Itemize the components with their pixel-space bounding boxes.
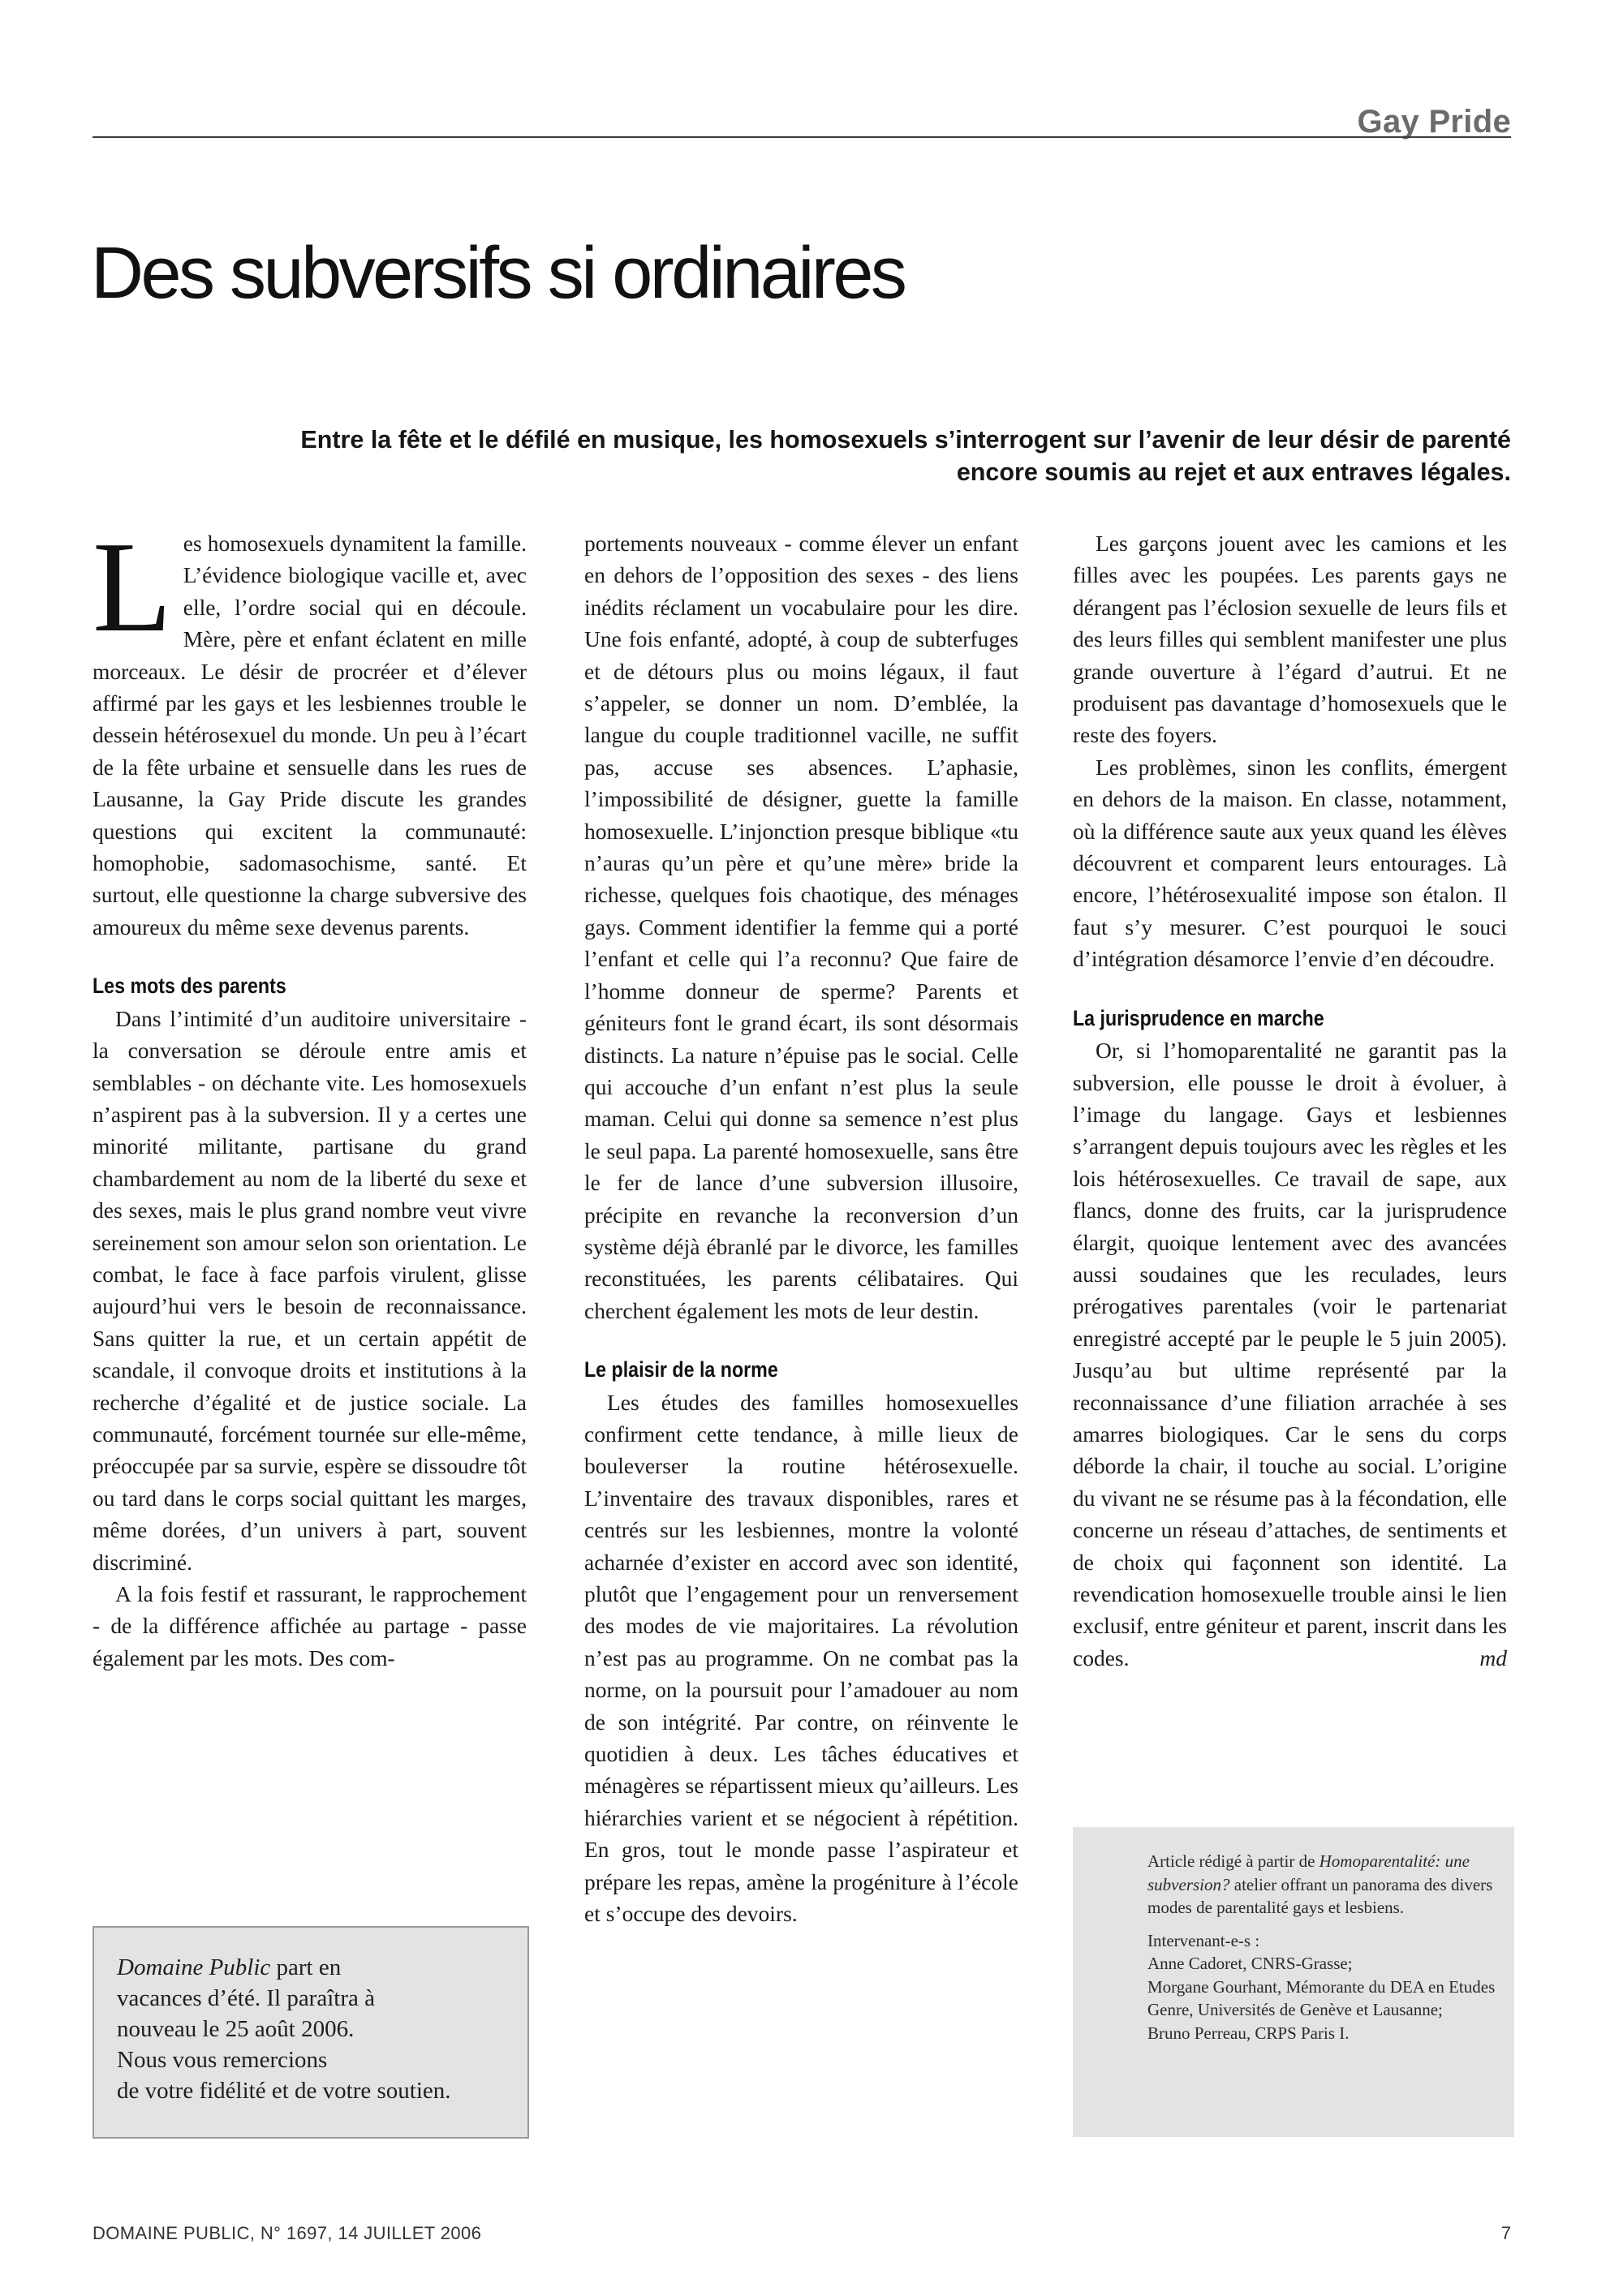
publication-name: Domaine Public <box>117 1954 271 1980</box>
paragraph: Les études des familles homosexuelles confirment cette tendance, à mille lieux de bouleverser la routine hétérosexuelle. L’inventaire des travaux disponibles, rares et centrés sur les lesbiennes, montre la volonté acharnée d’exister en accord avec son identité, plutôt que l’engagement pour un renversement des modes de vie majoritaires. La révolution n’est pas au programme. On ne combat pas la norme, on la poursuit pour l’amadouer au nom de son intégrité. Par contre, on réinvente le quotidien à deux. Les tâches éducatives et ménagères se répartissent mieux qu’ailleurs. Les hiérarchies varient et se négocient à répétition. En gros, tout le monde passe l’aspirateur et prépare les repas, amène la progéniture à l’école et s’occupe des devoirs. <box>584 1389 1018 1927</box>
page-number: 7 <box>1500 2223 1511 2243</box>
vacation-text: part en <box>270 1954 342 1980</box>
paragraph-text: es homosexuels dynamitent la famille. L’évidence biologique vacille et, avec elle, l’ordre social qui en découle. Mère, père et enfant éclatent en mille morceaux. Le désir de procréer et d’élever affirmé par les gays et les lesbiennes trouble le dessein hétérosexuel du monde. Un peu à l’écart de la fête urbaine et sensuelle dans les rues de Lausanne, la Gay Pride discute les grandes questions qui excitent la communauté: homophobie, sadomasochisme, santé. Et surtout, elle questionne la charge subversive des amoureux du même sexe devenus parents. <box>93 531 527 939</box>
speaker: Morgane Gourhant, Mémorante du DEA en Etudes Genre, Universités de Genève et Lausanne; <box>1147 1976 1496 2019</box>
speaker: Anne Cadoret, CNRS-Grasse; <box>1147 1954 1353 1973</box>
article-column-2 <box>584 527 1018 1929</box>
paragraph <box>1073 1034 1507 1674</box>
vacation-line: nouveau le 25 août 2006. <box>117 2016 355 2042</box>
footer-issue: DOMAINE PUBLIC, N° 1697, 14 JUILLET 2006 <box>93 2223 482 2243</box>
drop-cap: L <box>93 514 172 659</box>
paragraph: A la fois festif et rassurant, le rapprochement - de la différence affichée au partage - passe également par les mots. Des com- <box>93 1581 527 1670</box>
speakers-label: Intervenant-e-s : <box>1147 1930 1260 1950</box>
author-initials: md <box>1479 1645 1507 1670</box>
subhead-mots-des-parents: Les mots des parents <box>93 974 286 999</box>
vacation-line: de votre fidélité et de votre soutien. <box>117 2078 451 2104</box>
article-deck: Entre la fête et le défilé en musique, les homosexuels s’interrogent sur l’avenir de leur désir de parenté encore soumis au rejet et aux entraves légales. <box>300 426 1511 486</box>
header-rule <box>93 136 1511 138</box>
vacation-line: vacances d’été. Il paraîtra à <box>117 1985 375 2011</box>
paragraph: Dans l’intimité d’un auditoire universitaire - la conversation se déroule entre amis et semblables - on déchante vite. Les homosexuels n’aspirent pas à la subversion. Il y a certes une minorité militante, partisane du grand chambardement au nom de la liberté du sexe et des sexes, mais le plus grand nombre veut vivre sereinement son amour selon son orientation. Le combat, le face à face parfois virulent, glisse aujourd’hui vers le besoin de reconnaissance. Sans quitter la rue, et un certain appétit de scandale, il convoque droits et institutions à la recherche d’égalité et de justice sociale. La communauté, forcément tournée sur elle-même, préoccupée par sa survie, espère se dissoudre tôt ou tard dans le corps social quittant les marges, même dorées, d’un univers à part, souvent discriminé. <box>93 1005 527 1575</box>
paragraph-text: Or, si l’homoparentalité ne garantit pas la subversion, elle pousse le droit à évoluer, à l’image du langage. Gays et lesbiennes s’arrangent depuis toujours avec les règles et les lois hétérosexuelles. Ce travail de sape, aux flancs, donne des fruits, car la jurisprudence élargit, quoique lentement avec des avancées aussi soudaines que les reculades, leurs prérogatives parentales (voir le partenariat enregistré accepté par le peuple le 5 juin 2005). Jusqu’au but ultime représenté par la reconnaissance d’une filiation arrachée à ses amarres biologiques. Car le sens du corps déborde la chair, il touche au social. L’origine du vivant ne se résume pas à la fécondation, elle concerne un réseau d’attaches, de sentiments et de choix qui façonnent son identité. La revendication homosexuelle trouble ainsi le lien exclusif, entre géniteur et parent, inscrit dans les codes. <box>1073 1038 1507 1670</box>
credits-text: Article rédigé à partir de <box>1147 1851 1319 1871</box>
subhead-plaisir-de-la-norme: Le plaisir de la norme <box>584 1357 778 1382</box>
paragraph <box>93 514 527 943</box>
vacation-line: Nous vous remercions <box>117 2047 328 2073</box>
paragraph: portements nouveaux - comme élever un enfant en dehors de l’opposition des sexes - des liens inédits réclament un vocabulaire pour les dire. Une fois enfanté, adopté, à coup de subterfuges et de détours plus ou moins légaux, il faut s’appeler, se donner un nom. D’emblée, la langue du couple traditionnel vacille, ne suffit pas, accuse ses absences. L’aphasie, l’impossibilité de désigner, guette la famille homosexuelle. L’injonction presque biblique «tu n’auras qu’un père et qu’une mère» bride la richesse, quelques fois chaotique, des ménages gays. Comment identifier la femme qui a porté l’enfant et celle qui l’a reconnu? Que faire de l’homme donneur de sperme? Parents et géniteurs font le grand écart, ils sont désormais distincts. La nature n’épuise pas le social. Celle qui accouche d’un enfant n’est plus la seule maman. Celui qui donne sa semence n’est plus le seul papa. La parenté homosexuelle, sans être le fer de lance d’une subversion illusoire, précipite en revanche la reconversion d’un système déjà ébranlé par le divorce, les familles reconstituées, les parents célibataires. Qui cherchent également les mots de leur destin. <box>584 531 1018 1323</box>
article-column-3 <box>1073 527 1507 1674</box>
vacation-notice-box <box>93 1926 529 2139</box>
speaker: Bruno Perreau, CRPS Paris I. <box>1147 2023 1350 2043</box>
paragraph: Les garçons jouent avec les camions et les filles avec les poupées. Les parents gays ne dérangent pas l’éclosion sexuelle de leurs fils et des leurs filles qui semblent manifester une plus grande ouverture à l’égard d’autrui. Et ne produisent pas davantage d’homosexuels que le reste des foyers. <box>1073 531 1507 748</box>
workshop-title: Homoparentalité: une subversion? <box>1147 1851 1470 1894</box>
vacation-line <box>117 1952 510 1983</box>
article-title: Des subversifs si ordinaires <box>91 233 905 314</box>
paragraph: Les problèmes, sinon les conflits, émergent en dehors de la maison. En classe, notamment, où la différence saute aux yeux quand les élèves découvrent et comparent leurs entourages. Là encore, l’hétérosexualité impose son étalon. Il faut s’y mesurer. C’est pourquoi le souci d’intégration désamorce l’envie d’en découdre. <box>1073 754 1507 972</box>
subhead-jurisprudence-en-marche: La jurisprudence en marche <box>1073 1005 1324 1030</box>
section-label: Gay Pride <box>1357 104 1511 140</box>
credits-text: atelier offrant un panorama des divers modes de parentalité gays et lesbiens. <box>1147 1874 1493 1917</box>
article-credits-box <box>1073 1827 1514 2137</box>
credits-intro <box>1147 1850 1496 1920</box>
article-column-1 <box>93 514 527 1674</box>
